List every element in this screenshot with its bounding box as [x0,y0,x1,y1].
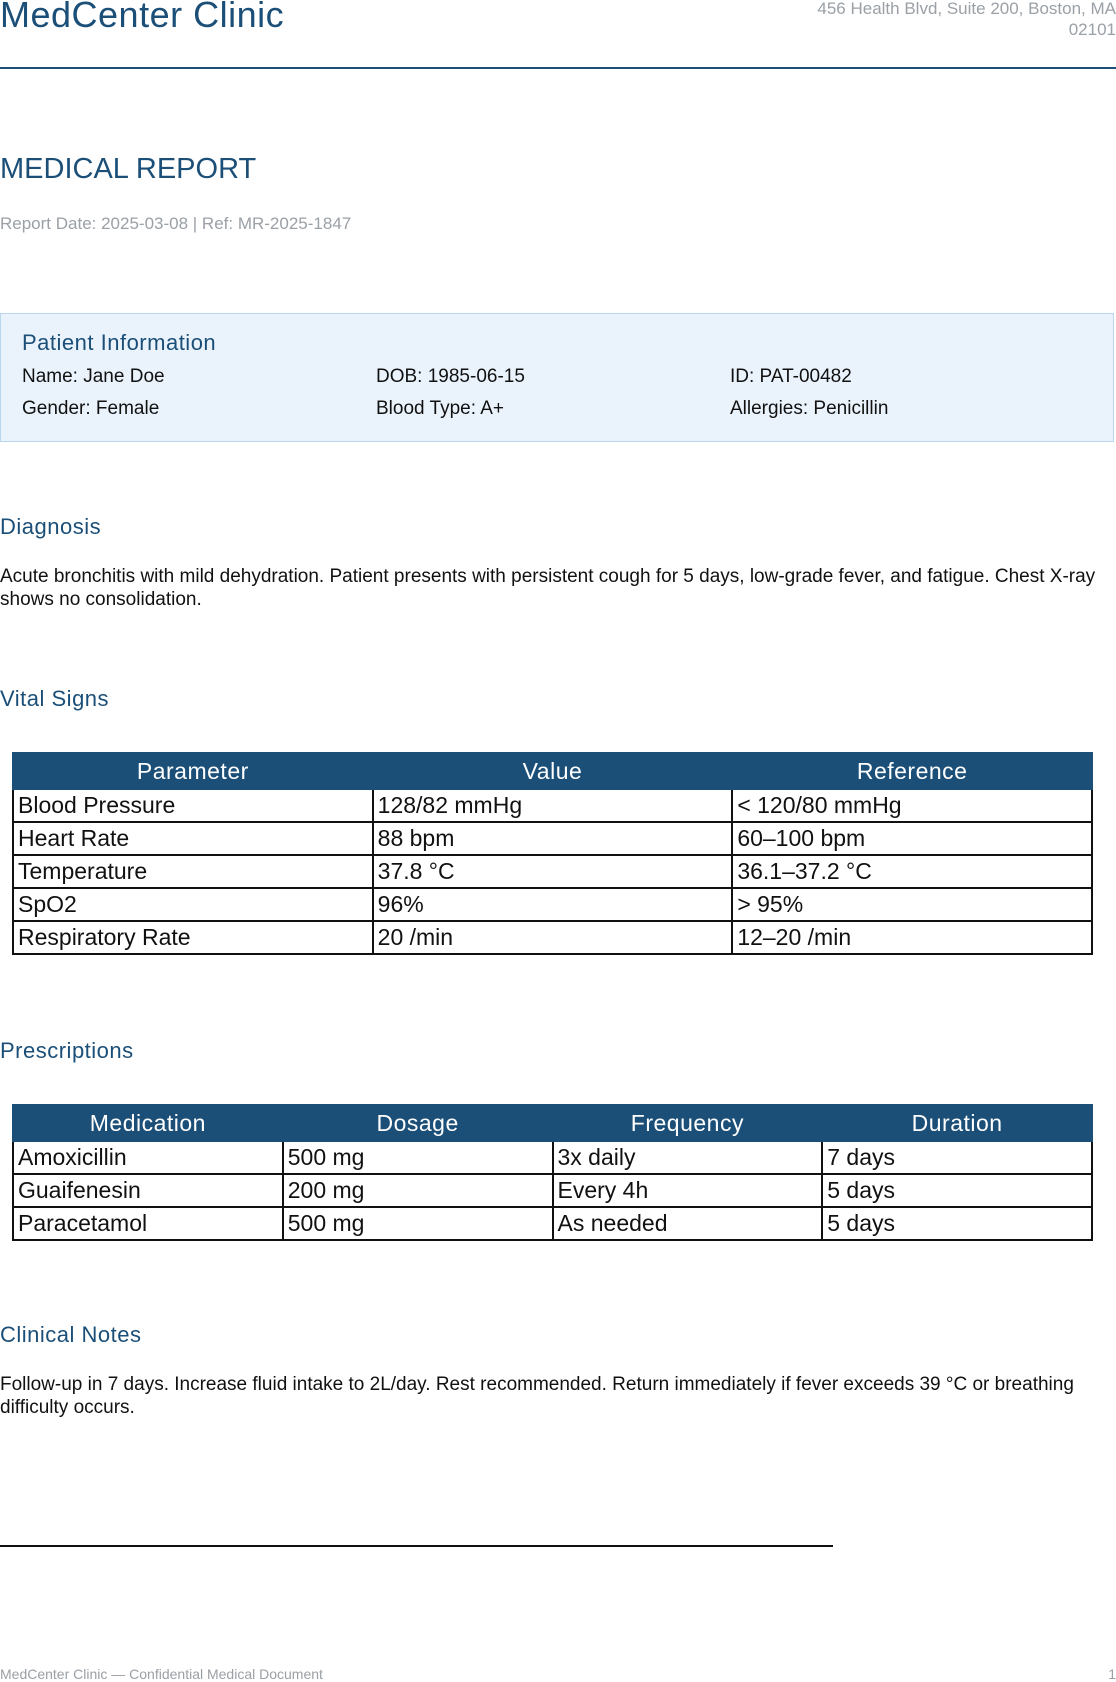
table-cell: 128/82 mmHg [373,789,733,822]
table-row [13,855,1092,888]
table-cell: 36.1–37.2 °C [732,855,1092,888]
table-cell: 5 days [822,1207,1092,1240]
patient-allergies: Allergies: Penicillin [730,398,889,419]
column-header: Medication [13,1105,283,1141]
diagnosis-text: Acute bronchitis with mild dehydration. Patient presents with persistent cough for 5 days, low-grade fever, and fatigue. Chest X-ray shows no consolidation. [0,566,1096,610]
table-cell: Paracetamol [13,1207,283,1240]
patient-id: ID: PAT-00482 [730,366,852,387]
clinic-address [696,0,1116,40]
table-cell: 500 mg [283,1207,553,1240]
table-cell: 200 mg [283,1174,553,1207]
table-cell: Amoxicillin [13,1141,283,1174]
column-header: Value [373,753,733,789]
clinic-name: MedCenter Clinic [0,0,285,35]
patient-dob: DOB: 1985-06-15 [376,366,525,387]
report-meta: Report Date: 2025-03-08 | Ref: MR-2025-1847 [0,214,352,233]
column-header: Dosage [283,1105,553,1141]
report-title: MEDICAL REPORT [0,153,257,185]
table-cell: 12–20 /min [732,921,1092,954]
table-cell: 20 /min [373,921,733,954]
table-cell: Guaifenesin [13,1174,283,1207]
header-divider [0,67,1116,69]
table-row [13,888,1092,921]
patient-blood-type: Blood Type: A+ [376,398,504,419]
vital-signs-header-row [13,753,1092,789]
table-cell: As needed [553,1207,823,1240]
prescriptions-heading: Prescriptions [0,1038,134,1063]
table-cell: 88 bpm [373,822,733,855]
table-cell: Every 4h [553,1174,823,1207]
clinical-notes-text: Follow-up in 7 days. Increase fluid intake to 2L/day. Rest recommended. Return immediately if fever exceeds 39 °C or breathing difficulty occurs. [0,1374,1074,1418]
table-row [13,789,1092,822]
table-cell: Blood Pressure [13,789,373,822]
clinical-notes-heading: Clinical Notes [0,1322,142,1347]
column-header: Parameter [13,753,373,789]
table-cell: SpO2 [13,888,373,921]
table-row [13,1207,1092,1240]
signature-line [0,1545,833,1547]
table-cell: Temperature [13,855,373,888]
table-cell: > 95% [732,888,1092,921]
table-cell: 37.8 °C [373,855,733,888]
prescriptions-table [12,1104,1093,1241]
table-cell: 7 days [822,1141,1092,1174]
column-header: Duration [822,1105,1092,1141]
vital-signs-table [12,752,1093,955]
prescriptions-header-row [13,1105,1092,1141]
page-number: 1 [1108,1666,1116,1682]
table-cell: Heart Rate [13,822,373,855]
footer-text: MedCenter Clinic — Confidential Medical Document [0,1666,323,1682]
column-header: Frequency [553,1105,823,1141]
table-row [13,921,1092,954]
table-cell: 96% [373,888,733,921]
patient-gender: Gender: Female [22,398,160,419]
table-cell: Respiratory Rate [13,921,373,954]
table-row [13,1141,1092,1174]
table-cell: 3x daily [553,1141,823,1174]
patient-info-card [0,313,1114,442]
table-cell: 500 mg [283,1141,553,1174]
table-cell: 5 days [822,1174,1092,1207]
vital-signs-heading: Vital Signs [0,686,110,711]
diagnosis-heading: Diagnosis [0,514,102,539]
column-header: Reference [732,753,1092,789]
address-line-2: 02101 [1068,20,1116,39]
patient-name: Name: Jane Doe [22,366,165,387]
table-cell: 60–100 bpm [732,822,1092,855]
address-line-1: 456 Health Blvd, Suite 200, Boston, MA [817,0,1116,18]
table-row [13,1174,1092,1207]
table-row [13,822,1092,855]
table-cell: < 120/80 mmHg [732,789,1092,822]
patient-info-heading: Patient Information [22,330,217,355]
